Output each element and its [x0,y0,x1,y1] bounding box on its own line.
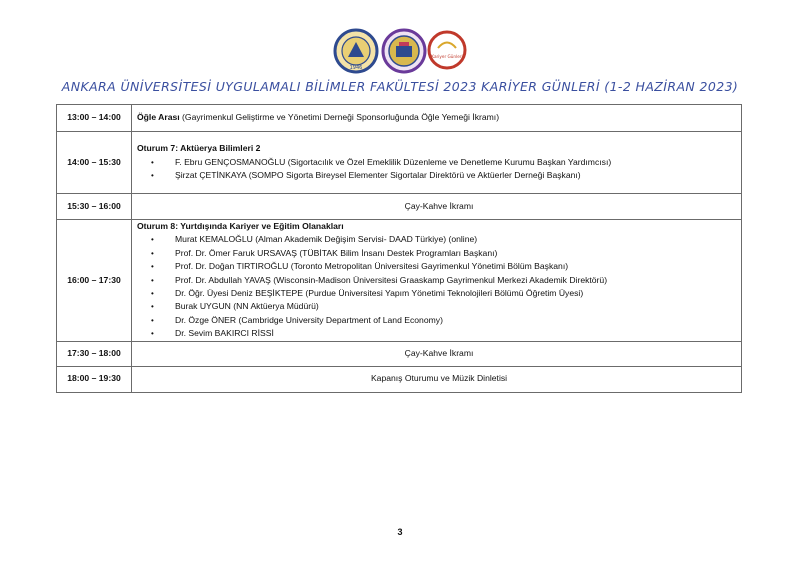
bullet-icon: • [151,275,154,285]
bullet-icon: • [151,262,154,272]
bullet-icon: • [151,329,154,339]
speaker: F. Ebru GENÇOSMANOĞLU (Sigortacılık ve Özel Emeklilik Düzenleme ve Denetleme Kurumu Başkan Yardımcısı) [175,156,612,167]
list-item [151,260,741,273]
table-row [57,132,742,194]
break-label: Çay-Kahve İkramı [132,194,742,220]
bullet-icon: • [151,235,154,245]
list-item [151,233,741,246]
list-item [151,327,741,340]
speaker: Prof. Dr. Doğan TIRTIROĞLU (Toronto Metropolitan Üniversitesi Gayrimenkul Yönetimi Bölüm Başkanı) [175,261,569,272]
list-item [151,274,741,287]
session-title: Oturum 8: Yurtdışında Kariyer ve Eğitim Olanakları [137,221,344,231]
bullet-icon: • [151,171,154,181]
bullet-icon: • [151,289,154,299]
list-item [151,287,741,300]
speaker: Burak UYGUN (NN Aktüerya Müdürü) [175,301,319,312]
speaker: Dr. Sevim BAKIRCI RİSSİ [175,328,274,339]
time-slot: 17:30 – 18:00 [57,341,132,366]
list-item [151,169,741,182]
bullet-icon: • [151,157,154,167]
time-slot: 16:00 – 17:30 [57,220,132,342]
faculty-of-applied-sciences-seal-icon [381,28,427,74]
break-label: Öğle Arası [137,112,180,123]
speaker: Şirzat ÇETİNKAYA (SOMPO Sigorta Bireysel Elementer Sigortalar Direktörü ve Aktüerler Derneği Başkanı) [175,170,581,181]
document-title: ANKARA ÜNİVERSİTESİ UYGULAMALI BİLİMLER FAKÜLTESİ 2023 KARİYER GÜNLERİ (1-2 HAZİRAN 2023) [61,79,739,94]
table-row [57,194,742,220]
schedule-table [56,104,742,393]
list-item [151,300,741,313]
session-title: Oturum 7: Aktüerya Bilimleri 2 [137,143,261,154]
speaker: Dr. Öğr. Üyesi Deniz BEŞİKTEPE (Purdue Üniversitesi Yapım Yönetimi Teknolojileri Bölümü Öğretim Üyesi) [175,288,584,299]
speaker: Dr. Özge ÖNER (Cambridge University Department of Land Economy) [175,314,443,325]
page-number: 3 [397,527,403,537]
speaker: Prof. Dr. Abdullah YAVAŞ (Wisconsin-Madison Üniversitesi Graaskamp Gayrimenkul Merkezi Akademik Direktörü) [175,274,608,285]
time-slot: 15:30 – 16:00 [57,194,132,220]
row-content [132,220,742,342]
seal-year: 1946 [349,65,363,71]
career-days-label: Kariyer Günleri [431,54,463,59]
table-row [57,220,742,342]
ankara-university-seal-icon [333,28,379,74]
bullet-icon: • [151,315,154,325]
bullet-icon: • [151,302,154,312]
closing-label: Kapanış Oturumu ve Müzik Dinletisi [132,366,742,392]
speaker: Prof. Dr. Ömer Faruk URSAVAŞ (TÜBİTAK Bilim İnsanı Destek Programları Başkanı) [175,247,498,258]
list-item [151,247,741,260]
speaker-list [137,156,741,183]
time-slot: 13:00 – 14:00 [57,105,132,132]
table-row [57,341,742,366]
bullet-icon: • [151,248,154,258]
table-row [57,366,742,392]
header-logos [0,28,800,80]
row-content [132,132,742,194]
row-content [132,105,742,132]
table-row [57,105,742,132]
time-slot: 14:00 – 15:30 [57,132,132,194]
break-label: Çay-Kahve İkramı [132,341,742,366]
break-detail: (Gayrimenkul Geliştirme ve Yönetimi Derneği Sponsorluğunda Öğle Yemeği İkramı) [179,112,500,123]
list-item [151,156,741,169]
list-item [151,314,741,327]
time-slot: 18:00 – 19:30 [57,366,132,392]
career-days-logo-icon [427,28,467,74]
speaker: Murat KEMALOĞLU (Alman Akademik Değişim Servisi- DAAD Türkiye) (online) [175,234,478,245]
speaker-list [137,233,741,340]
